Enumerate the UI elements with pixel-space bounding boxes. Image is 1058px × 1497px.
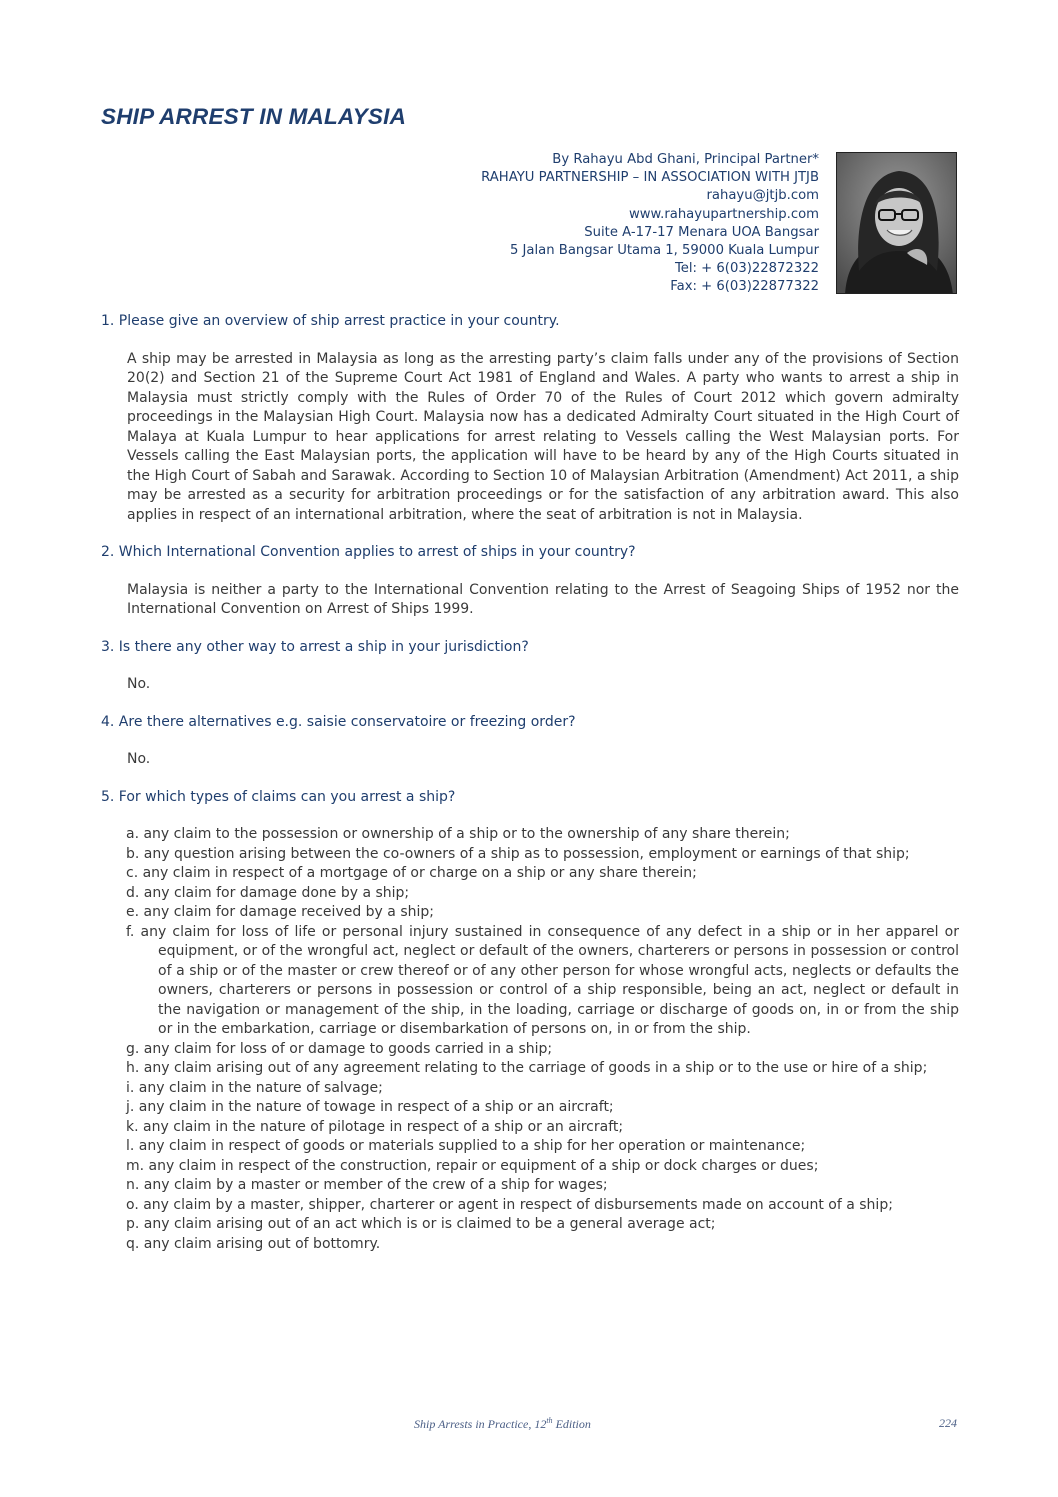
fax: Fax: + 6(03)22877322	[670, 279, 819, 295]
author-email: rahayu@jtjb.com	[706, 188, 819, 204]
list-item: g. any claim for loss of or damage to goods carried in a ship;	[126, 1040, 553, 1057]
answer-1	[127, 350, 959, 526]
author-block	[481, 151, 819, 297]
list-item: d. any claim for damage done by a ship;	[126, 884, 410, 901]
question-4: 4. Are there alternatives e.g. saisie conservatoire or freezing order?	[101, 713, 576, 730]
question-5: 5. For which types of claims can you arrest a ship?	[101, 788, 456, 805]
address-line-2: 5 Jalan Bangsar Utama 1, 59000 Kuala Lumpur	[509, 243, 819, 259]
firm-website: www.rahayupartnership.com	[628, 206, 819, 222]
answer-3-text: No.	[127, 676, 151, 692]
page-number: 224	[939, 1416, 957, 1430]
question-3: 3. Is there any other way to arrest a ship in your jurisdiction?	[101, 638, 529, 655]
list-item: i. any claim in the nature of salvage;	[126, 1079, 383, 1096]
claims-list	[126, 825, 959, 1254]
list-item: f. any claim for loss of life or personal injury sustained in consequence of any defect in a ship or in her apparel or equipment, or of the wrongful act, neglect or default of the owners, charterers or persons in possession or control of a ship or of the master or crew thereof or of any other person for whose wrongful acts, neglects or defaults the owners, charterers or persons in possession or control of a ship responsible, being an act, neglect or default in the navigation or management of the ship, in the loading, carriage or discharge of goods on, in or from the ship or in the embarkation, carriage or disembarkation of persons on, in or from the ship.	[126, 923, 959, 1037]
list-item: m. any claim in respect of the construction, repair or equipment of a ship or dock charges or dues;	[126, 1157, 819, 1174]
list-item: c. any claim in respect of a mortgage of or charge on a ship or any share therein;	[126, 865, 697, 881]
footer-title-edition: Edition	[552, 1417, 591, 1431]
answer-4	[127, 750, 959, 770]
question-1: 1. Please give an overview of ship arrest practice in your country.	[101, 313, 560, 329]
list-item: o. any claim by a master, shipper, charterer or agent in respect of disbursements made on account of a ship;	[126, 1196, 893, 1213]
answer-4-text: No.	[127, 751, 151, 767]
question-2: 2. Which International Convention applies to arrest of ships in your country?	[101, 544, 636, 560]
list-item: a. any claim to the possession or ownership of a ship or to the ownership of any share therein;	[126, 826, 790, 842]
address-line-1: Suite A-17-17 Menara UOA Bangsar	[584, 224, 819, 240]
article-body	[101, 312, 959, 1254]
author-byline: By Rahayu Abd Ghani, Principal Partner*	[552, 152, 819, 167]
list-item: n. any claim by a master or member of the crew of a ship for wages;	[126, 1177, 608, 1193]
footer-title-text: Ship Arrests in Practice, 12	[414, 1417, 547, 1431]
author-photo	[836, 152, 957, 294]
list-item: p. any claim arising out of an act which is or is claimed to be a general average act;	[126, 1216, 716, 1232]
answer-2-text: Malaysia is neither a party to the International Convention relating to the Arrest of Seagoing Ships of 1952 nor the International Convention on Arrest of Ships 1999.	[127, 581, 959, 617]
list-item: l. any claim in respect of goods or materials supplied to a ship for her operation or maintenance;	[126, 1138, 806, 1154]
answer-2	[127, 581, 959, 620]
page-title: SHIP ARREST IN MALAYSIA	[101, 104, 407, 129]
list-item: j. any claim in the nature of towage in respect of a ship or an aircraft;	[126, 1099, 614, 1115]
telephone: Tel: + 6(03)22872322	[674, 261, 819, 277]
footer-title	[414, 1416, 591, 1432]
answer-1-text: A ship may be arrested in Malaysia as long as the arresting party’s claim falls under any of the provisions of Section 20(2) and Section 21 of the Supreme Court Act 1981 of England and Wales. A party who wants to arrest a ship in Malaysia must strictly comply with the Rules of Order 70 of the Rules of Court 2012 which govern admiralty proceedings in the Malaysian High Court. Malaysia now has a dedicated Admiralty Court situated in the High Court of Malaya at Kuala Lumpur to hear applications for arrest relating to Vessels calling the West Malaysian ports. For Vessels calling the East Malaysian ports, the application will have to be heard by any of the High Courts situated in the High Court of Sabah and Sarawak. According to Section 10 of Malaysian Arbitration (Amendment) Act 2011, a ship may be arrested as a security for arbitration proceedings or for the satisfaction of any arbitration award. This also applies in respect of an international arbitration, where the seat of arbitration is not in Malaysia.	[127, 350, 959, 523]
answer-3	[127, 675, 959, 695]
list-item: q. any claim arising out of bottomry.	[126, 1235, 381, 1252]
list-item: k. any claim in the nature of pilotage in respect of a ship or an aircraft;	[126, 1118, 624, 1135]
firm-name: RAHAYU PARTNERSHIP – IN ASSOCIATION WITH JTJB	[481, 170, 819, 186]
author-portrait-image	[837, 153, 957, 294]
list-item: b. any question arising between the co-owners of a ship as to possession, employment or earnings of that ship;	[126, 845, 910, 862]
list-item: e. any claim for damage received by a ship;	[126, 904, 434, 920]
footer-title-ordinal: th	[546, 1416, 553, 1425]
list-item: h. any claim arising out of any agreement relating to the carriage of goods in a ship or to the use or hire of a ship;	[126, 1060, 928, 1076]
